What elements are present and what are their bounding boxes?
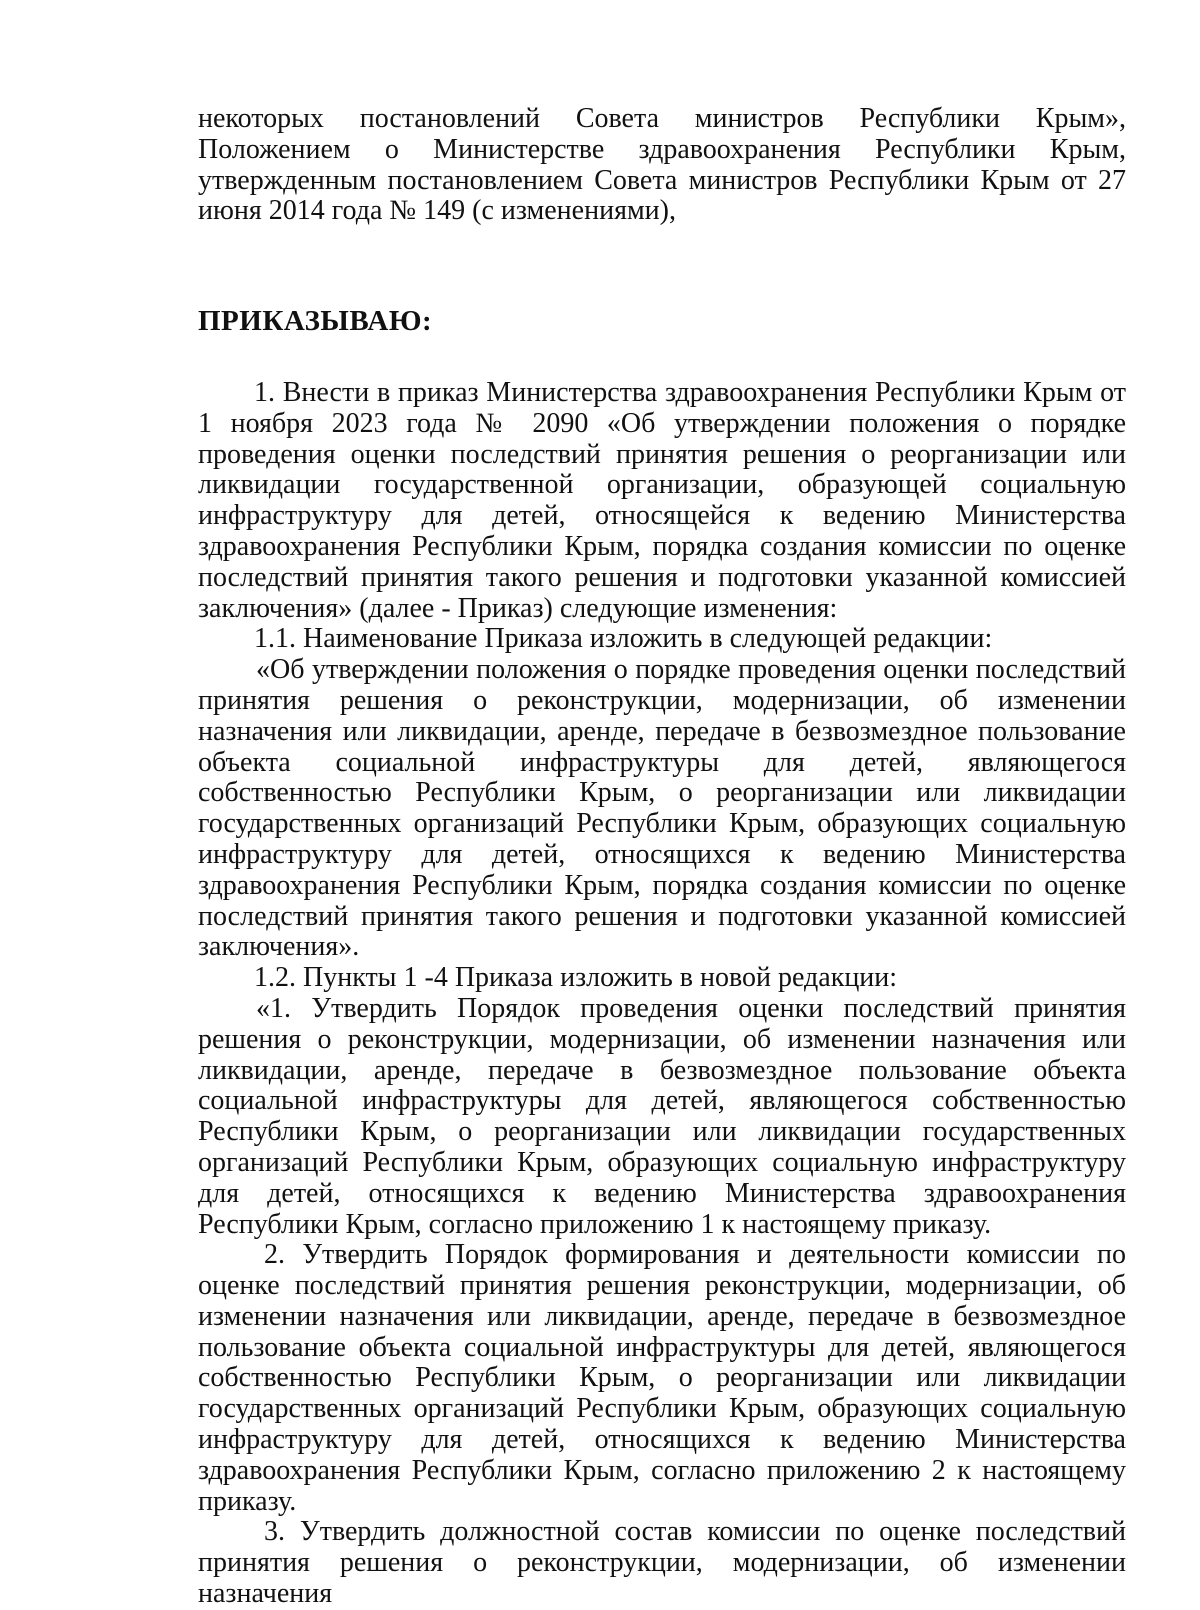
paragraph-item-1-2-point-1: «1. Утвердить Порядок проведения оценки последствий принятия решения о реконструкции, модернизации, об изменении назначения или ликвидации, аренде, передаче в безвозмездное пользование объекта социальной инфраструктуры для детей, являющегося собственностью Республики Крым, о реорганизации или ликвидации государственных организаций Республики Крым, образующих социальную инфраструктуру для детей, относящихся к ведению Министерства здравоохранения Республики Крым, согласно приложению 1 к настоящему приказу. xyxy=(198,992,1126,1240)
paragraph-item-1-1-text: «Об утверждении положения о порядке проведения оценки последствий принятия решения о реконструкции, модернизации, об изменении назначения или ликвидации, аренде, передаче в безвозмездное пользование объекта социальной инфраструктуры для детей, являющегося собственностью Республики Крым, о реорганизации или ликвидации государственных организаций Республики Крым, образующих социальную инфраструктуру для детей, относящихся к ведению Министерства здравоохранения Республики Крым, порядка создания комиссии по оценке последствий принятия такого решения и подготовки указанной комиссией заключения». xyxy=(198,654,1126,963)
paragraph-item-1-2-point-3: 3. Утвердить должностной состав комиссии по оценке последствий принятия решения о реконструкции, модернизации, об изменении назначения xyxy=(198,1516,1126,1610)
document-body xyxy=(198,104,1126,1610)
order-heading: ПРИКАЗЫВАЮ: xyxy=(198,305,433,338)
paragraph-item-1-2-point-2: 2. Утвердить Порядок формирования и деятельности комиссии по оценке последствий принятия решения реконструкции, модернизации, об изменении назначения или ликвидации, аренде, передаче в безвозмездное пользование объекта социальной инфраструктуры для детей, являющегося собственностью Республики Крым, о реорганизации или ликвидации государственных организаций Республики Крым, образующих социальную инфраструктуру для детей, относящихся к ведению Министерства здравоохранения Республики Крым, согласно приложению 2 к настоящему приказу. xyxy=(198,1239,1126,1517)
paragraph-item-1-1: 1.1. Наименование Приказа изложить в следующей редакции: xyxy=(254,623,993,655)
paragraph-item-1-2: 1.2. Пункты 1 -4 Приказа изложить в новой редакции: xyxy=(254,962,898,994)
paragraph-item-1: 1. Внести в приказ Министерства здравоохранения Республики Крым от 1 ноября 2023 года № 2090 «Об утверждении положения о порядке проведения оценки последствий принятия решения о реорганизации или ликвидации государственной организации, образующей социальную инфраструктуру для детей, относящейся к ведению Министерства здравоохранения Республики Крым, порядка создания комиссии по оценке последствий принятия такого решения и подготовки указанной комиссией заключения» (далее - Приказ) следующие изменения: xyxy=(198,376,1126,624)
intro-paragraph: некоторых постановлений Совета министров Республики Крым», Положением о Министерстве здравоохранения Республики Крым, утвержденным постановлением Совета министров Республики Крым от 27 июня 2014 года № 149 (с изменениями), xyxy=(198,103,1126,227)
